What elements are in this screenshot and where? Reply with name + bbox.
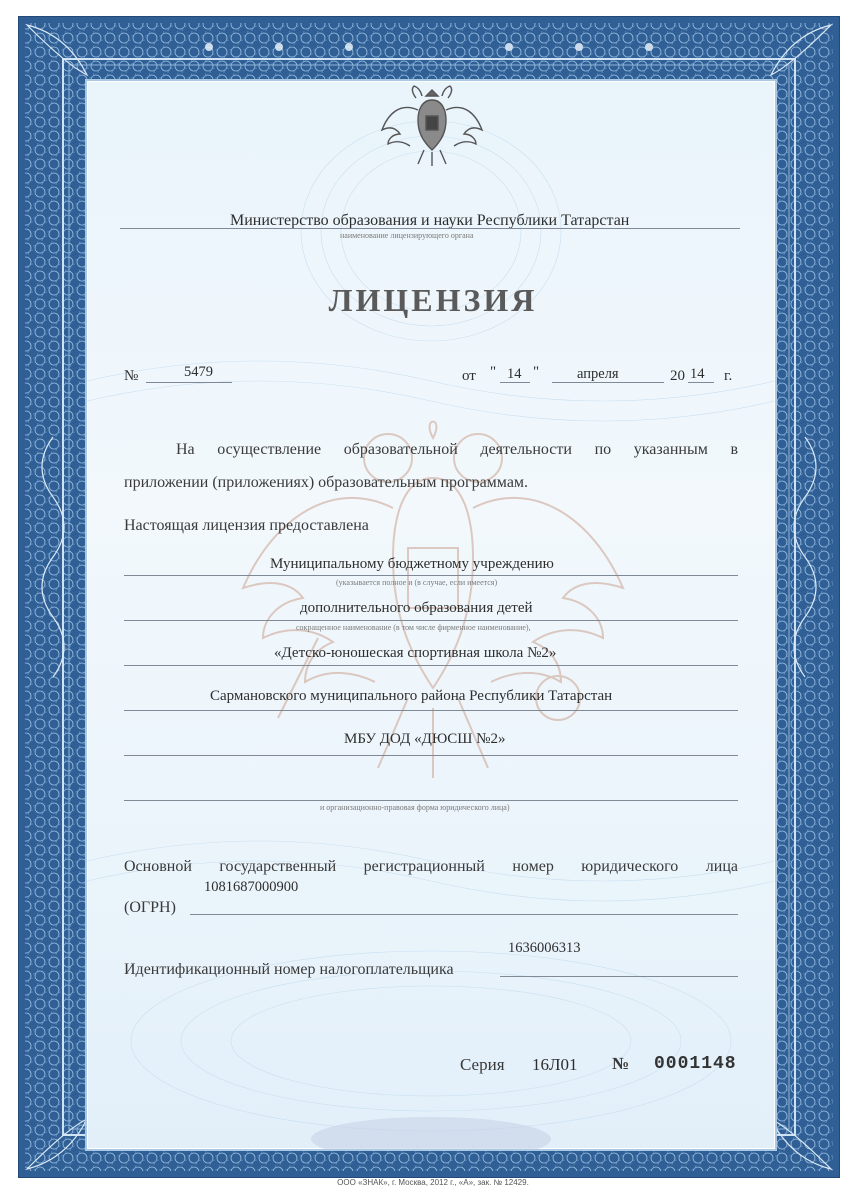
inn-value: 1636006313 [508,940,581,956]
inn-label: Идентификационный номер налогоплательщика [124,961,454,978]
authority-underline [120,228,740,229]
day-underline [500,382,530,383]
license-day: 14 [507,366,522,382]
holder-line-1: Муниципальному бюджетному учреждению [270,556,554,572]
form-number: 0001148 [654,1054,737,1074]
state-emblem-icon [372,80,492,170]
ogrn-label-line-1: Основной государственный регистрационный номер юридического лица [124,858,738,875]
form-number-label: № [612,1054,630,1073]
document-title: ЛИЦЕНЗИЯ [328,282,538,318]
holder-underline-4 [124,710,738,711]
holder-hint-3: и организационно-правовая форма юридического лица) [320,803,510,812]
issuing-authority: Министерство образования и науки Республики Татарстан [230,212,630,229]
year-unit: г. [724,368,733,384]
date-quote-open: " [490,364,497,380]
license-number-underline [146,382,232,383]
holder-underline-3 [124,665,738,666]
year-underline [688,382,714,383]
holder-hint-2: сокращенное наименование (в том числе фирменное наименование), [296,623,531,632]
month-underline [552,382,664,383]
holder-hint-1: (указывается полное и (в случае, если имеется) [336,578,498,587]
series-label: Серия [460,1055,505,1074]
year-prefix: 20 [670,368,685,384]
holder-underline-6 [124,800,738,801]
printer-imprint: ООО «ЗНАК», г. Москва, 2012 г., «А», зак. № 12429. [337,1178,529,1187]
holder-underline-1 [124,575,738,576]
year-suffix: 14 [690,366,705,382]
holder-line-5: МБУ ДОД «ДЮСШ №2» [344,731,506,747]
series-value: 16Л01 [532,1055,578,1074]
date-quote-close: " [533,364,540,380]
holder-line-2: дополнительного образования детей [300,600,533,616]
granted-to-label: Настоящая лицензия предоставлена [124,517,369,534]
holder-line-4: Сармановского муниципального района Республики Татарстан [210,688,613,704]
ogrn-value: 1081687000900 [204,879,299,895]
license-number-label: № [124,368,139,384]
holder-underline-5 [124,755,738,756]
inn-underline [500,976,738,977]
license-month: апреля [577,366,619,382]
holder-line-3: «Детско-юношеская спортивная школа №2» [274,645,557,661]
purpose-line-1: На осуществление образовательной деятельности по указанным в [176,441,738,458]
date-from-label: от [462,368,476,384]
ogrn-underline [190,914,738,915]
purpose-line-2: приложении (приложениях) образовательным программам. [124,474,529,491]
ogrn-label-line-2: (ОГРН) [124,899,176,916]
license-number: 5479 [184,364,213,380]
holder-underline-2 [124,620,738,621]
authority-hint: наименование лицензирующего органа [340,231,474,240]
